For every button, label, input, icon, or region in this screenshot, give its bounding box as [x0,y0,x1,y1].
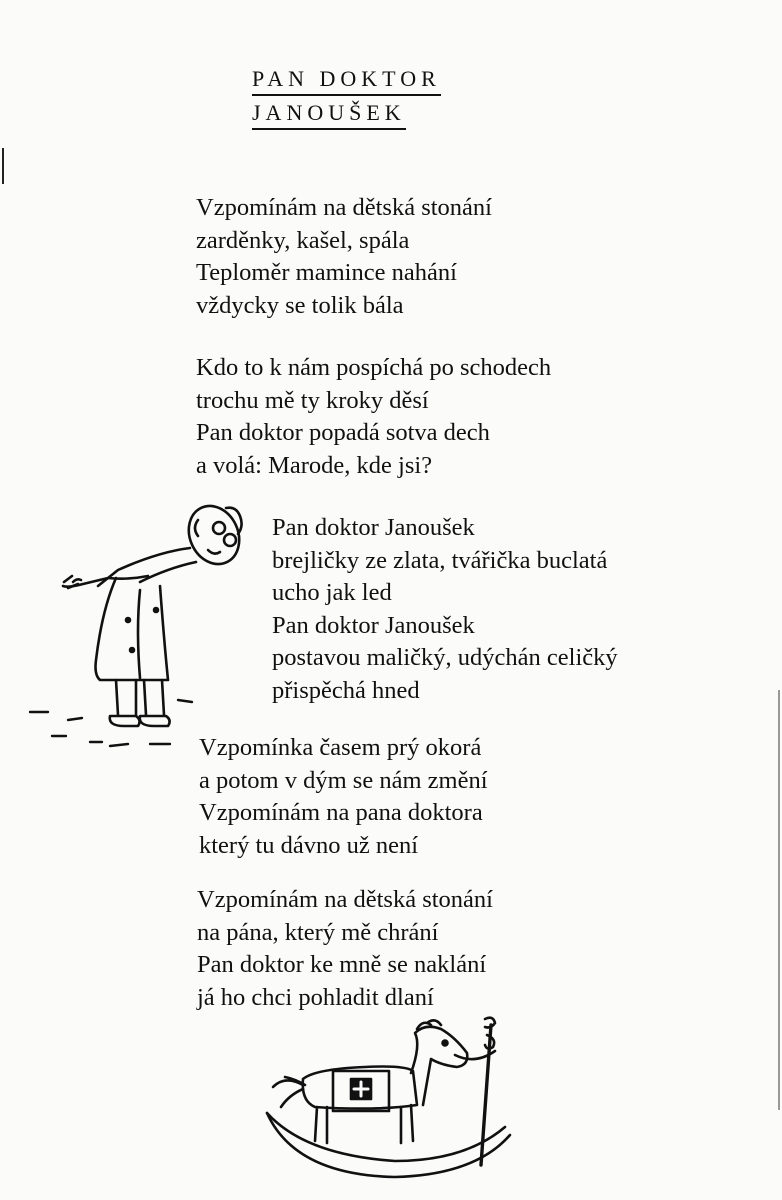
verse-line: Vzpomínám na pana doktora [199,799,483,826]
doctor-ear [195,520,198,536]
verse-line: zarděnky, kašel, spála [196,226,410,254]
coat-button [130,648,134,652]
verse-line: brejličky ze zlata, tvářička buclatá [272,546,608,574]
rocking-horse-illustration [255,1015,555,1190]
doctor-coat [96,578,169,680]
verse-line: Pan doktor ke mně se naklání [197,951,487,978]
verse-line: Vzpomínka časem prý okorá [199,734,482,761]
rocker-base [267,1113,510,1177]
verse-line: a potom v dým se nám změní [199,766,488,794]
doctor-illustration [28,490,253,755]
verse-line: ucho jak led [272,579,392,606]
doctor-legs [116,680,164,715]
verse-line: Teploměr mamince nahání [196,259,457,286]
verse-line: Pan doktor popadá sotva dech [196,419,490,446]
stanza-5 [197,884,493,1014]
verse-line: který tu dávno už není [199,831,419,859]
horse-tail [273,1077,305,1107]
verse-line: přispěchá hned [272,676,420,704]
verse-line: Vzpomínám na dětská stonání [196,194,492,221]
verse-line: a volá: Marode, kde jsi? [196,451,433,479]
glasses-lens [224,534,236,546]
glasses-icon [213,522,225,534]
verse-line: Kdo to k nám pospíchá po schodech [196,354,552,381]
verse-line: na pána, který mě chrání [197,918,439,946]
stanza-2 [196,352,551,482]
scan-edge-mark [2,148,4,184]
coat-button [126,618,130,622]
verse-line: Pan doktor Janoušek [272,514,475,541]
horse-eye [443,1041,448,1046]
horse-head [411,1027,467,1105]
doctor-chest [140,562,196,582]
coat-seam [138,590,140,678]
coat-button [154,608,158,612]
verse-line: já ho chci pohladit dlaní [197,983,434,1011]
verse-line: trochu mě ty kroky děsí [196,386,429,414]
verse-line: postavou maličký, udýchán celičký [272,644,618,671]
scan-edge-mark [778,690,780,1110]
verse-line: vždycky se tolik bála [196,291,404,319]
doctor-shoe [140,716,170,726]
title-line-1: PAN DOKTOR [252,64,441,96]
stanza-3-refrain [272,512,618,707]
verse-line: Vzpomínám na dětská stonání [197,886,493,913]
stanza-1 [196,192,492,322]
verse-line: Pan doktor Janoušek [272,611,475,639]
doctor-shoe [110,716,140,726]
poem-title [252,64,441,130]
doctor-mouth [208,550,220,554]
title-line-2: JANOUŠEK [252,98,406,130]
